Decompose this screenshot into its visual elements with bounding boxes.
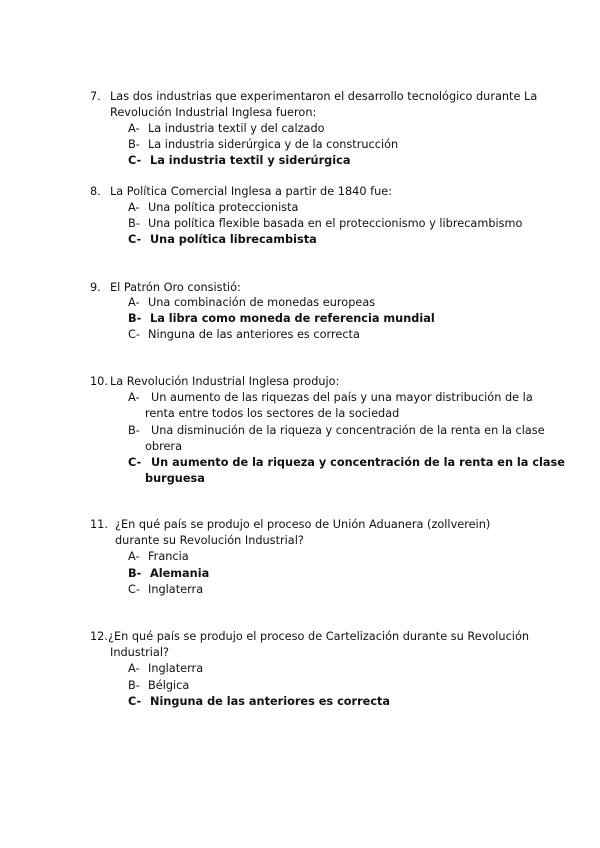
correct-answer-option [128, 312, 435, 325]
option-text: obrera [145, 440, 182, 453]
option-text: Una combinación de monedas europeas [148, 296, 376, 309]
option-text: Ninguna de las anteriores es correcta [150, 695, 391, 708]
option-text: Bélgica [148, 679, 190, 692]
option-letter: B- [128, 312, 142, 325]
question-text: durante su Revolución Industrial? [115, 534, 304, 547]
question-number: 9. [90, 281, 101, 294]
option-text: renta entre todos los sectores de la sociedad [145, 407, 400, 420]
answer-option [128, 679, 189, 692]
question-text: ¿En qué país se produjo el proceso de Cartelización durante su Revolución [108, 630, 530, 643]
option-letter: A- [128, 391, 140, 404]
option-letter: B- [128, 138, 140, 151]
option-text: Ninguna de las anteriores es correcta [148, 328, 360, 341]
option-text: Inglaterra [148, 662, 204, 675]
option-letter: C- [128, 583, 140, 596]
answer-option [128, 217, 522, 230]
option-text: Una política proteccionista [148, 201, 299, 214]
answer-option [128, 122, 325, 135]
option-text: Una política flexible basada en el proteccionismo y librecambismo [148, 217, 523, 230]
correct-answer-option [128, 154, 350, 167]
answer-option [128, 296, 375, 309]
option-text: La industria siderúrgica y de la construcción [148, 138, 399, 151]
option-letter: B- [128, 217, 140, 230]
option-letter: C- [128, 456, 142, 469]
question-text: Revolución Industrial Inglesa fueron: [110, 106, 317, 119]
option-letter: A- [128, 296, 140, 309]
question-number: 11. [90, 518, 108, 531]
option-letter: C- [128, 154, 142, 167]
question-number: 10. [90, 375, 108, 388]
question-text: Las dos industrias que experimentaron el desarrollo tecnológico durante La [110, 90, 538, 103]
answer-option [128, 550, 189, 563]
correct-answer-option [128, 695, 390, 708]
option-letter: B- [128, 567, 142, 580]
answer-option [128, 662, 203, 675]
option-text: Francia [148, 550, 189, 563]
option-letter: B- [128, 424, 140, 437]
question-text: ¿En qué país se produjo el proceso de Unión Aduanera (zollverein) [115, 518, 491, 531]
option-letter: A- [128, 550, 140, 563]
option-text: Un aumento de las riquezas del país y una mayor distribución de la [151, 391, 533, 404]
correct-answer-option [128, 567, 209, 580]
answer-option [128, 138, 398, 151]
correct-answer-option [128, 233, 317, 246]
option-text: La libra como moneda de referencia mundial [150, 312, 435, 325]
option-letter: C- [128, 695, 142, 708]
option-letter: B- [128, 679, 140, 692]
question-number: 7. [90, 90, 101, 103]
answer-option [128, 328, 360, 341]
question-text: El Patrón Oro consistió: [110, 281, 241, 294]
question-text: Industrial? [110, 646, 169, 659]
option-text: Inglaterra [148, 583, 204, 596]
option-letter: A- [128, 662, 140, 675]
option-letter: C- [128, 233, 142, 246]
option-text: Un aumento de la riqueza y concentración de la renta en la clase [151, 456, 565, 469]
option-text: La industria textil y del calzado [148, 122, 325, 135]
option-letter: A- [128, 122, 140, 135]
question-text: La Política Comercial Inglesa a partir de 1840 fue: [110, 185, 393, 198]
option-text: La industria textil y siderúrgica [150, 154, 351, 167]
option-letter: A- [128, 201, 140, 214]
question-number: 8. [90, 185, 101, 198]
option-text: burguesa [145, 472, 205, 485]
option-letter: C- [128, 328, 140, 341]
question-number: 12. [90, 630, 108, 643]
option-text: Una disminución de la riqueza y concentración de la renta en la clase [151, 424, 545, 437]
question-text: La Revolución Industrial Inglesa produjo: [110, 375, 340, 388]
option-text: Alemania [150, 567, 210, 580]
answer-option [128, 201, 298, 214]
answer-option [128, 583, 203, 596]
option-text: Una política librecambista [150, 233, 317, 246]
